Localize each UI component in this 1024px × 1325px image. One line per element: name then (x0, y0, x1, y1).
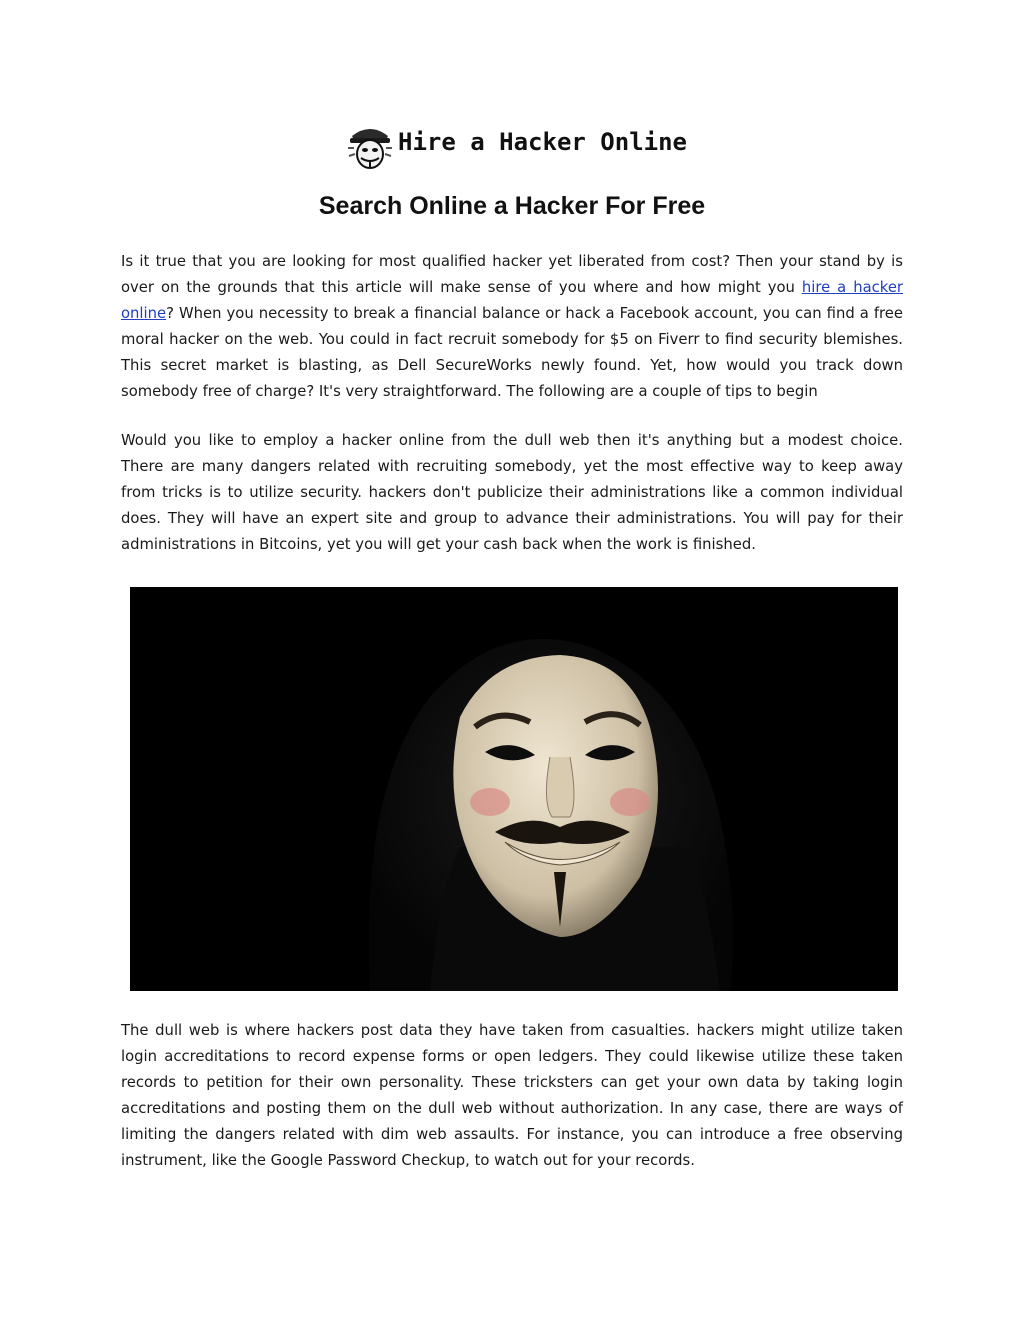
article-title: Search Online a Hacker For Free (318, 192, 706, 220)
hire-a-hacker-online-link[interactable]: hire a hacker online (121, 279, 904, 322)
article-paragraph-2: Would you like to employ a hacker online from the dull web then it's anything but a modest choice. There are many dangers related with recruiting somebody, yet the most effective way to keep away from tricks is to utilize security. hackers don't publicize their administrations like a common individual does. They will have an expert site and group to advance their administrations. You will pay for their administrations in Bitcoins, yet you will get your cash back when the work is finished. (121, 432, 903, 553)
guy-fawkes-mask-illustration (130, 587, 898, 991)
paragraph-1-text-after-link: ? When you necessity to break a financial balance or hack a Facebook account, you can find a free moral hacker on the web. You could in fact recruit somebody for $5 on Fiverr to find security blemishes. This secret market is blasting, as Dell SecureWorks newly found. Yet, how would you track down somebody free of charge? It's very straightforward. The following are a couple of tips to begin (121, 305, 903, 400)
site-logo (346, 118, 686, 172)
hacker-mascot-icon (346, 118, 394, 172)
hooded-mask-photo (130, 587, 898, 991)
article-paragraph-1 (121, 249, 903, 405)
logo-wordmark: Hire a Hacker Online (398, 128, 687, 156)
article-paragraph-3: The dull web is where hackers post data they have taken from casualties. hackers might utilize taken login accreditations to record expense forms or open ledgers. They could likewise utilize these taken records to petition for their own personality. These tricksters can get your own data by taking login accreditations and posting them on the dull web without authorization. In any case, there are ways of limiting the dangers related with dim web assaults. For instance, you can introduce a free observing instrument, like the Google Password Checkup, to watch out for your records. (121, 1022, 903, 1169)
paragraph-1-text-before-link: Is it true that you are looking for most qualified hacker yet liberated from cost? Then your stand by is over on the grounds that this article will make sense of you where and how might you (121, 253, 903, 296)
